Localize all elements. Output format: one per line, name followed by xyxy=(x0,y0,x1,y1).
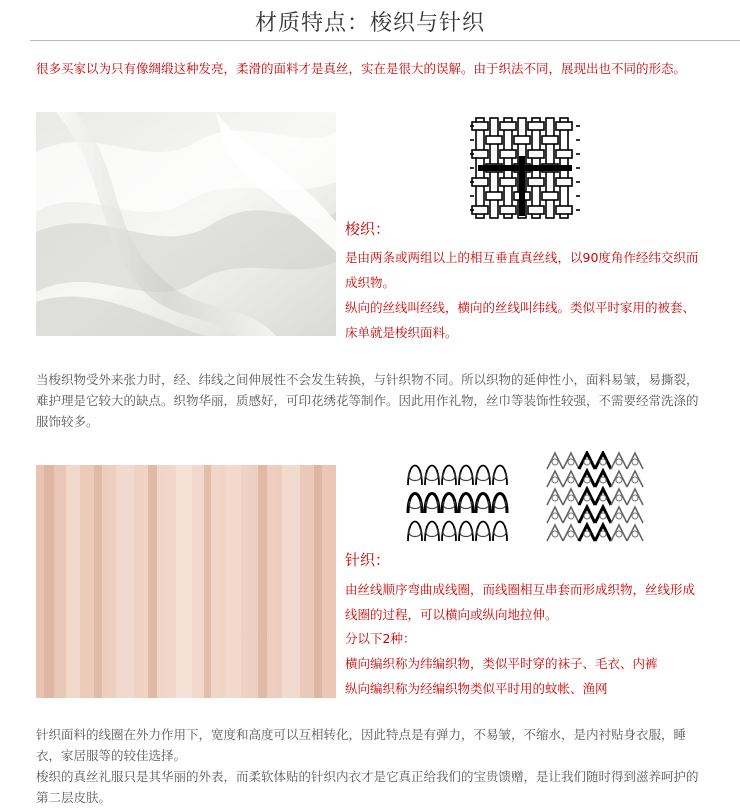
knit-types-intro: 分以下2种： xyxy=(345,631,416,646)
knit-weft-type: 横向编织称为纬编织物，类似平时穿的袜子、毛衣、内裤 xyxy=(345,656,658,671)
woven-heading: 梭织： xyxy=(345,220,391,238)
woven-silk-photo xyxy=(36,112,336,336)
warp-knit-loop-diagram xyxy=(543,451,647,543)
knit-warp-type: 纵向编织称为经编织物类似平时用的蚊帐、渔网 xyxy=(345,681,608,696)
woven-warp-weft: 纵向的丝线叫经线，横向的丝线叫纬线。类似平时家用的被套、床单就是梭织面料。 xyxy=(345,300,696,340)
knit-summary: 梭织的真丝礼服只是其华丽的外表，而柔软体贴的针织内衣才是它真正给我们的宝贵馈赠，是让我们随时得到滋养呵护的第二层皮肤。 xyxy=(36,769,699,805)
knit-heading: 针织： xyxy=(345,551,391,569)
page-title: 材质特点：梭织与针织 xyxy=(254,11,485,36)
intro-text: 很多买家以为只有像绸缎这种发亮，柔滑的面料才是真丝，实在是很大的误解。由于织法不同，展现出也不同的形态。 xyxy=(36,61,687,76)
title-divider xyxy=(30,40,740,41)
knit-definition: 由丝线顺序弯曲成线圈，而线圈相互串套而形成织物，丝线形成线圈的过程，可以横向或纵向地拉伸。 xyxy=(345,582,696,622)
woven-definition: 是由两条或两组以上的相互垂直真丝线，以90度角作经纬交织而成织物。 xyxy=(345,250,699,290)
knit-description: 针织面料的线圈在外力作用下，宽度和高度可以互相转化，因此特点是有弹力，不易皱，不缩水，是内衬贴身衣服，睡衣，家居服等的较佳选择。 xyxy=(36,727,687,763)
woven-weave-diagram xyxy=(470,116,580,220)
woven-description: 当梭织物受外来张力时，经、纬线之间伸展性不会发生转换，与针织物不同。所以织物的延伸性小，面料易皱，易撕裂，难护理是它较大的缺点。织物华丽，质感好，可印花绣花等制作。因此用作礼物，丝巾等装饰性较强，不需要经常洗涤的服饰较多。 xyxy=(36,372,699,429)
weft-knit-loop-diagram xyxy=(402,455,510,543)
knit-silk-photo xyxy=(36,465,336,698)
